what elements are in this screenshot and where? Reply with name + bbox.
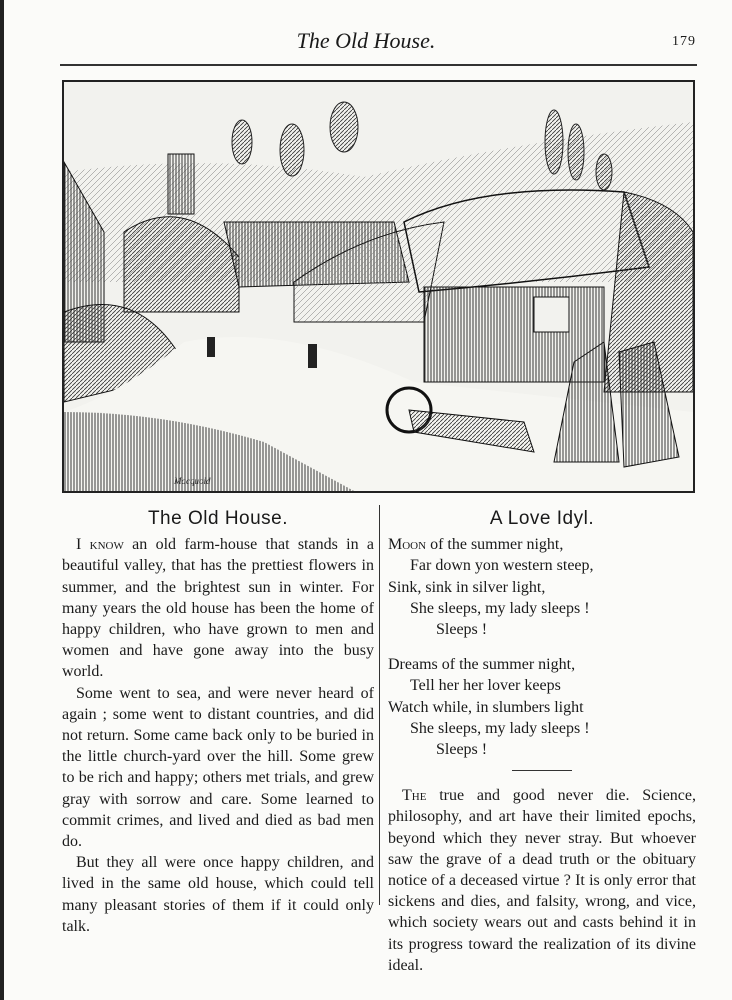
poem-line: She sleeps, my lady sleeps !: [410, 599, 590, 617]
lead-word: The: [402, 787, 427, 805]
running-title: The Old House.: [296, 28, 436, 53]
poem-line: [388, 534, 696, 555]
lead-word: Moon: [388, 536, 427, 554]
poem-line: Far down yon western steep,: [410, 557, 594, 575]
essay-text: true and good never die. Science, philosophy, and art have their limited epochs, beyond which they never stray. But whoever saw the grave of a dead truth or the obituary notice of a deceased virtue ? It is only error that sickens and dies, and falsity, wrong, and vice, which society wears out and casts behind it in its progress toward the realization of its divine ideal.: [388, 787, 696, 974]
poem-line-text: of the summer night,: [426, 536, 564, 554]
poem-line: Dreams of the summer night,: [388, 656, 576, 674]
artist-signature: Macquoid: [174, 476, 211, 486]
article-the-old-house: [62, 508, 374, 937]
poem-line: Sleeps !: [436, 621, 488, 639]
essay-paragraph: [388, 785, 696, 976]
paragraph: [62, 534, 374, 682]
poem-line: She sleeps, my lady sleeps !: [410, 719, 590, 737]
paragraph-text: an old farm-house that stands in a beautiful valley, that has the prettiest flowers in summer, and the brightest sun in winter. For many years the old house has been the home of happy children, who have grown to men and women and have gone away into the busy world.: [62, 536, 374, 681]
lead-words: I know: [76, 536, 124, 554]
right-column: [388, 508, 696, 976]
scan-edge: [0, 0, 4, 1000]
engraving-drawing: [64, 82, 693, 491]
column-divider: [379, 505, 380, 905]
paragraph: But they all were once happy children, and lived in the same old house, which could tell many pleasant stories of them if it could only talk.: [62, 854, 374, 935]
paragraph: Some went to sea, and were never heard of again ; some went to distant countries, and did not return. Some came back only to be buried in the little church-yard over the hill. Some grew to be rich and happy; others met trials, and grew gray with sorrow and care. Some learned to commit crimes, and lived and died as bad men do.: [62, 684, 374, 851]
poem-line: Sink, sink in silver light,: [388, 578, 546, 596]
poem-stanza: [388, 534, 696, 640]
poem-line: Watch while, in slumbers light: [388, 698, 584, 716]
article-title: The Old House.: [147, 508, 289, 529]
poem-line: Sleeps !: [436, 741, 488, 759]
poem-stanza: [388, 654, 696, 760]
section-rule: [512, 770, 572, 771]
farmhouse-engraving: [62, 80, 695, 493]
header-rule: [60, 64, 697, 66]
page-number: 179: [672, 34, 696, 49]
poem-title: A Love Idyl.: [489, 508, 595, 529]
poem-line: Tell her her lover keeps: [410, 677, 561, 695]
